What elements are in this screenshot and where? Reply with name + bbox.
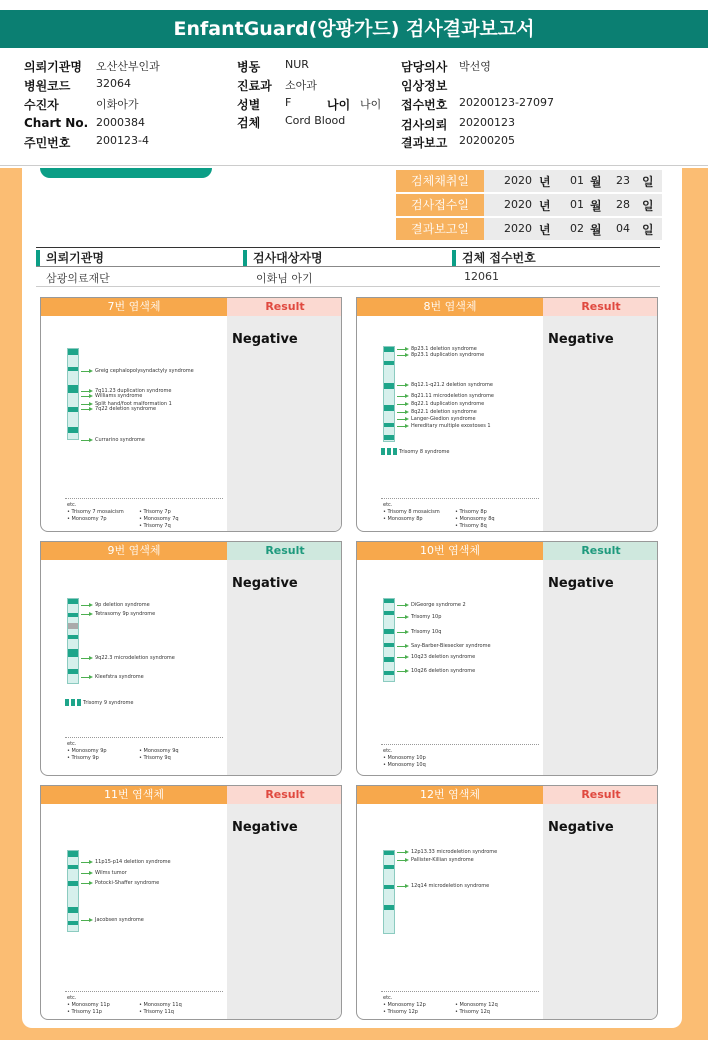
dept-label: 진료과 xyxy=(237,79,272,93)
etc-heading: etc. xyxy=(67,502,77,508)
result-header: Result xyxy=(543,298,658,316)
pointer-arrow-icon xyxy=(397,396,407,397)
chromosome-band xyxy=(384,671,394,675)
syndrome-label: 7q22 deletion syndrome xyxy=(95,406,157,412)
org-table xyxy=(36,247,660,287)
etc-item: • Monosomy 10q xyxy=(383,762,426,768)
divider xyxy=(381,991,539,992)
specimen-value: Cord Blood xyxy=(285,114,346,127)
clinical-label: 임상정보 xyxy=(401,79,448,93)
patient-label: 수진자 xyxy=(24,98,59,112)
syndrome-label: 8p23.1 duplication syndrome xyxy=(411,352,485,358)
syndrome-label: Kleefstra syndrome xyxy=(95,674,144,680)
etc-heading: etc. xyxy=(383,748,393,754)
sex-label: 성별 xyxy=(237,98,261,112)
org-table-org: 삼광의료재단 xyxy=(46,272,110,285)
chromosome-card xyxy=(356,541,658,776)
divider xyxy=(381,744,539,745)
pointer-arrow-icon xyxy=(81,920,91,921)
pointer-arrow-icon xyxy=(397,852,407,853)
pointer-arrow-icon xyxy=(397,355,407,356)
pointer-arrow-icon xyxy=(81,605,91,606)
etc-item: • Trisomy 7 mosaicism xyxy=(67,509,124,515)
chromosome-band xyxy=(68,865,78,869)
date-label: 결과보고일 xyxy=(396,218,484,240)
trisomy-label xyxy=(65,699,133,706)
syndrome-label: Pallister-Killian syndrome xyxy=(411,857,474,863)
pointer-arrow-icon xyxy=(397,617,407,618)
chromosome-band xyxy=(384,347,394,352)
syndrome-label: DiGeorge syndrome 2 xyxy=(411,602,466,608)
syndrome-label: 8q22.1 deletion syndrome xyxy=(411,409,477,415)
date-unit-year: 년 xyxy=(539,223,551,237)
divider xyxy=(65,991,223,992)
chromosome-band xyxy=(384,611,394,615)
chromosome-card xyxy=(40,297,342,532)
etc-item: • Monosomy 7q xyxy=(139,516,179,522)
syndrome-label: Jacobsen syndrome xyxy=(95,917,144,923)
result-header: Result xyxy=(543,542,658,560)
etc-item: • Monosomy 10p xyxy=(383,755,426,761)
pointer-arrow-icon xyxy=(81,658,91,659)
date-day: 23 xyxy=(616,174,630,187)
syndrome-label: 8q21.11 microdeletion syndrome xyxy=(411,393,495,399)
ward-label: 병동 xyxy=(237,60,261,74)
date-day: 04 xyxy=(616,222,630,235)
chromosome-band xyxy=(384,435,394,440)
chromosome-band xyxy=(68,385,78,393)
chromosome-band xyxy=(384,629,394,634)
date-month: 01 xyxy=(570,174,584,187)
pointer-arrow-icon xyxy=(397,632,407,633)
syndrome-label: Trisomy 10p xyxy=(411,614,442,620)
hospcode-label: 병원코드 xyxy=(24,79,71,93)
pointer-arrow-icon xyxy=(81,873,91,874)
syndrome-label: Williams syndrome xyxy=(95,393,143,399)
date-row-collection xyxy=(396,170,662,192)
syndrome-label: 8p23.1 deletion syndrome xyxy=(411,346,477,352)
chromosome-ideogram xyxy=(383,850,395,934)
result-column xyxy=(543,560,658,775)
result-header: Result xyxy=(227,298,342,316)
chromosome-band xyxy=(384,383,394,389)
etc-heading: etc. xyxy=(383,502,393,508)
date-year: 2020 xyxy=(504,222,532,235)
pointer-arrow-icon xyxy=(81,883,91,884)
date-unit-month: 월 xyxy=(590,175,602,189)
etc-item: • Monosomy 7p xyxy=(67,516,107,522)
etc-item: • Trisomy 11p xyxy=(67,1009,102,1015)
date-day: 28 xyxy=(616,198,630,211)
chromosome-title: 8번 염색체 xyxy=(357,298,543,316)
chromosome-band xyxy=(68,649,78,657)
chromosome-band xyxy=(384,361,394,365)
chromosome-ideogram xyxy=(67,850,79,932)
chromosome-band xyxy=(384,405,394,411)
report-title: EnfantGuard(앙팡가드) 검사결과보고서 xyxy=(0,10,708,48)
chromosome-band xyxy=(68,669,78,674)
dept-value: 소아과 xyxy=(285,79,317,92)
ward-value: NUR xyxy=(285,58,309,71)
dates-table xyxy=(396,170,662,242)
result-value: Negative xyxy=(232,332,298,347)
date-unit-year: 년 xyxy=(539,175,551,189)
chromosome-band xyxy=(384,851,394,855)
age-label: 나이 xyxy=(327,98,351,112)
pointer-arrow-icon xyxy=(397,404,407,405)
doctor-value: 박선영 xyxy=(459,60,491,73)
result-column xyxy=(543,804,658,1019)
syndrome-label: 9q22.3 microdeletion syndrome xyxy=(95,655,175,661)
chromosome-band xyxy=(384,865,394,869)
pointer-arrow-icon xyxy=(397,657,407,658)
divider xyxy=(65,737,223,738)
date-month: 02 xyxy=(570,222,584,235)
chromosome-band xyxy=(68,921,78,925)
syndrome-label: 11p15-p14 deletion syndrome xyxy=(95,859,171,865)
etc-heading: etc. xyxy=(67,741,77,747)
age-value: 나이 xyxy=(360,98,382,111)
pointer-arrow-icon xyxy=(397,860,407,861)
etc-item: • Monosomy 9p xyxy=(67,748,107,754)
pointer-arrow-icon xyxy=(81,677,91,678)
date-month: 01 xyxy=(570,198,584,211)
report-value: 20200205 xyxy=(459,134,515,147)
etc-item: • Trisomy 12q xyxy=(455,1009,490,1015)
date-row-reported xyxy=(396,218,662,240)
etc-item: • Monosomy 12p xyxy=(383,1002,426,1008)
syndrome-label: Say-Barber-Biesecker syndrome xyxy=(411,643,491,649)
pointer-arrow-icon xyxy=(397,426,407,427)
date-label: 검체채취일 xyxy=(396,170,484,192)
trisomy-icon xyxy=(65,699,81,706)
etc-item: • Monosomy 11p xyxy=(67,1002,110,1008)
syndrome-label: 10q26 deletion syndrome xyxy=(411,668,476,674)
pointer-arrow-icon xyxy=(81,614,91,615)
chromosome-band xyxy=(68,427,78,433)
pointer-arrow-icon xyxy=(397,671,407,672)
syndrome-label: Hereditary multiple exostoses 1 xyxy=(411,423,491,429)
chromosome-band xyxy=(68,407,78,412)
chromosome-band xyxy=(68,851,78,857)
result-value: Negative xyxy=(232,820,298,835)
etc-item: • Trisomy 8 mosaicism xyxy=(383,509,440,515)
org-table-accession: 12061 xyxy=(464,270,499,283)
date-unit-month: 월 xyxy=(590,199,602,213)
trisomy-label xyxy=(381,448,449,455)
org-table-header-org: 의뢰기관명 xyxy=(36,250,104,266)
etc-item: • Monosomy 11q xyxy=(139,1002,182,1008)
syndrome-label: Trisomy 10q xyxy=(411,629,442,635)
patient-value: 이화아가 xyxy=(96,98,139,111)
pointer-arrow-icon xyxy=(81,391,91,392)
chromosome-band xyxy=(68,349,78,355)
pointer-arrow-icon xyxy=(397,605,407,606)
trisomy-icon xyxy=(381,448,397,455)
chromosome-ideogram xyxy=(67,348,79,440)
etc-item: • Trisomy 7p xyxy=(139,509,171,515)
etc-item: • Monosomy 8q xyxy=(455,516,495,522)
etc-heading: etc. xyxy=(383,995,393,1001)
rrn-label: 주민번호 xyxy=(24,136,71,150)
pointer-arrow-icon xyxy=(81,371,91,372)
chromosome-band xyxy=(68,367,78,371)
chromosome-band xyxy=(384,885,394,889)
chromosome-band xyxy=(68,881,78,886)
chromosome-title: 12번 염색체 xyxy=(357,786,543,804)
rrn-value: 200123-4 xyxy=(96,134,149,147)
etc-item: • Trisomy 8p xyxy=(455,509,487,515)
chromosome-band xyxy=(384,905,394,910)
specimen-label: 검체 xyxy=(237,116,261,130)
date-year: 2020 xyxy=(504,174,532,187)
chromosome-title: 11번 염색체 xyxy=(41,786,227,804)
syndrome-label: 9p deletion syndrome xyxy=(95,602,150,608)
pointer-arrow-icon xyxy=(81,862,91,863)
pointer-arrow-icon xyxy=(397,886,407,887)
date-year: 2020 xyxy=(504,198,532,211)
etc-item: • Monosomy 8p xyxy=(383,516,423,522)
etc-item: • Trisomy 7q xyxy=(139,523,171,529)
date-unit-year: 년 xyxy=(539,199,551,213)
report-label: 결과보고 xyxy=(401,136,448,150)
pointer-arrow-icon xyxy=(397,412,407,413)
result-value: Negative xyxy=(548,332,614,347)
accession-label: 접수번호 xyxy=(401,98,448,112)
etc-item: • Trisomy 9q xyxy=(139,755,171,761)
result-column xyxy=(227,804,342,1019)
syndrome-label: Tetrasomy 9p syndrome xyxy=(95,611,156,617)
org-table-header-accession: 검체 접수번호 xyxy=(452,250,536,266)
etc-item: • Trisomy 12p xyxy=(383,1009,418,1015)
etc-item: • Trisomy 9p xyxy=(67,755,99,761)
etc-item: • Trisomy 8q xyxy=(455,523,487,529)
result-header: Result xyxy=(227,542,342,560)
chromosome-title: 9번 염색체 xyxy=(41,542,227,560)
chromosome-title: 10번 염색체 xyxy=(357,542,543,560)
pointer-arrow-icon xyxy=(397,419,407,420)
chromosome-band xyxy=(384,599,394,603)
result-value: Negative xyxy=(232,576,298,591)
trisomy-text: Trisomy 9 syndrome xyxy=(83,700,134,706)
request-label: 검사의뢰 xyxy=(401,118,448,132)
chromosome-title: 7번 염색체 xyxy=(41,298,227,316)
result-header: Result xyxy=(227,786,342,804)
accession-value: 20200123-27097 xyxy=(459,96,554,109)
chromosome-band xyxy=(68,613,78,617)
syndrome-label: 12p13.33 microdeletion syndrome xyxy=(411,849,498,855)
decorative-curve xyxy=(40,168,212,178)
trisomy-text: Trisomy 8 syndrome xyxy=(399,449,450,455)
etc-item: • Monosomy 12q xyxy=(455,1002,498,1008)
date-label: 검사접수일 xyxy=(396,194,484,216)
pointer-arrow-icon xyxy=(81,396,91,397)
divider xyxy=(65,498,223,499)
result-column xyxy=(227,316,342,531)
syndrome-label: 8q22.1 duplication syndrome xyxy=(411,401,485,407)
chromosome-band xyxy=(68,623,78,629)
date-unit-day: 일 xyxy=(642,223,654,237)
syndrome-label: Split hand/foot malformation 1 xyxy=(95,401,172,407)
chromosome-card xyxy=(356,785,658,1020)
syndrome-label: Potocki-Shaffer syndrome xyxy=(95,880,160,886)
chromosome-card xyxy=(40,541,342,776)
syndrome-label: 10q23 deletion syndrome xyxy=(411,654,476,660)
etc-item: • Trisomy 11q xyxy=(139,1009,174,1015)
chromosome-band xyxy=(68,599,78,604)
syndrome-label: 12q14 microdeletion syndrome xyxy=(411,883,490,889)
result-column xyxy=(227,560,342,775)
syndrome-label: 8q12.1-q21.2 deletion syndrome xyxy=(411,382,493,388)
result-value: Negative xyxy=(548,820,614,835)
org-value: 오산산부인과 xyxy=(96,60,160,73)
chromosome-ideogram xyxy=(67,598,79,684)
syndrome-label: Langer-Giedion syndrome xyxy=(411,416,476,422)
chromosome-band xyxy=(68,635,78,639)
chromosome-ideogram xyxy=(383,346,395,442)
divider xyxy=(381,498,539,499)
date-unit-day: 일 xyxy=(642,175,654,189)
chart-value: 2000384 xyxy=(96,116,145,129)
chromosome-band xyxy=(384,643,394,647)
org-table-header-subject: 검사대상자명 xyxy=(243,250,323,266)
chromosome-card xyxy=(356,297,658,532)
result-value: Negative xyxy=(548,576,614,591)
org-table-subject: 이화님 아기 xyxy=(256,272,313,285)
org-label: 의뢰기관명 xyxy=(24,60,82,74)
date-unit-month: 월 xyxy=(590,223,602,237)
pointer-arrow-icon xyxy=(81,409,91,410)
etc-item: • Monosomy 9q xyxy=(139,748,179,754)
etc-heading: etc. xyxy=(67,995,77,1001)
chart-label: Chart No. xyxy=(24,116,89,130)
request-value: 20200123 xyxy=(459,116,515,129)
pointer-arrow-icon xyxy=(397,385,407,386)
date-row-received xyxy=(396,194,662,216)
pointer-arrow-icon xyxy=(81,440,91,441)
chromosome-ideogram xyxy=(383,598,395,682)
chromosome-band xyxy=(384,423,394,427)
chromosome-band xyxy=(384,657,394,662)
pointer-arrow-icon xyxy=(81,404,91,405)
syndrome-label: Greig cephalopolysyndactyly syndrome xyxy=(95,368,194,374)
result-column xyxy=(543,316,658,531)
date-unit-day: 일 xyxy=(642,199,654,213)
hospcode-value: 32064 xyxy=(96,77,131,90)
syndrome-label: Currarino syndrome xyxy=(95,437,145,443)
patient-info-section xyxy=(0,54,708,166)
syndrome-label: Wilms tumor xyxy=(95,870,127,876)
pointer-arrow-icon xyxy=(397,646,407,647)
doctor-label: 담당의사 xyxy=(401,60,448,74)
syndrome-label: 7q11.23 duplication syndrome xyxy=(95,388,172,394)
chromosome-card xyxy=(40,785,342,1020)
pointer-arrow-icon xyxy=(397,349,407,350)
result-header: Result xyxy=(543,786,658,804)
sex-value: F xyxy=(285,96,292,109)
chromosome-band xyxy=(68,907,78,913)
